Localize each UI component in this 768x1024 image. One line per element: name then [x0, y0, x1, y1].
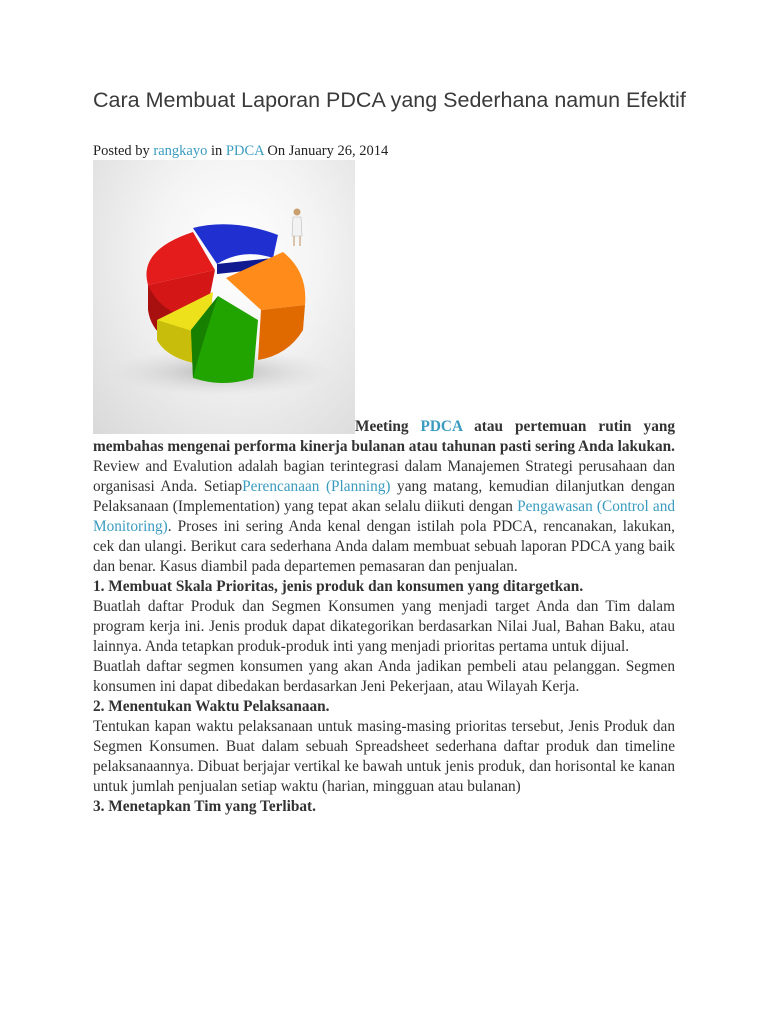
article-body	[93, 417, 675, 817]
section1-paragraph-2: Buatlah daftar segmen konsumen yang akan Anda jadikan pembeli atau pelanggan. Segmen konsumen ini dapat dibedakan berdasarkan Jeni Pekerjaan, atau Wilayah Kerja.	[93, 658, 675, 695]
post-meta	[93, 143, 388, 160]
posted-by-label: Posted by	[93, 143, 150, 159]
in-label: in	[211, 143, 223, 159]
author-link[interactable]: rangkayo	[153, 143, 208, 159]
section2-heading: 2. Menentukan Waktu Pelaksanaan.	[93, 698, 330, 715]
category-link[interactable]: PDCA	[225, 143, 264, 159]
section2-paragraph-1: Tentukan kapan waktu pelaksanaan untuk masing-masing prioritas tersebut, Jenis Produk dan Segmen Konsumen. Buat dalam sebuah Spreadsheet sederhana daftar produk dan timeline pelaksanaannya. Dibuat berjajar vertikal ke bawah untuk jenis produk, dan horisontal ke kanan untuk jumlah penjualan setiap waktu (harian, mingguan atau bulanan)	[93, 718, 675, 795]
section1-heading: 1. Membuat Skala Prioritas, jenis produk dan konsumen yang ditargetkan.	[93, 578, 584, 595]
person-figure-icon	[292, 209, 302, 247]
intro-text-c: . Proses ini sering Anda kenal dengan istilah pola PDCA, rencanakan, lakukan, cek dan ulangi. Berikut cara sederhana Anda dalam membuat sebuah laporan PDCA yang baik dan benar. Kasus diambil pada departemen pemasaran dan penjualan.	[93, 518, 675, 575]
article-title: Cara Membuat Laporan PDCA yang Sederhana namun Efektif	[93, 88, 686, 112]
control-monitoring-link[interactable]: Pengawasan (Control and Monitoring)	[93, 498, 675, 535]
intro-bold-start: Meeting	[355, 418, 421, 435]
pdca-pie-chart-image	[93, 160, 355, 434]
planning-link[interactable]: Perencanaan (Planning)	[242, 478, 391, 495]
section3-heading: 3. Menetapkan Tim yang Terlibat.	[93, 798, 316, 815]
intro-text-a: Review and Evalution adalah bagian terintegrasi dalam Manajemen Strategi perusahaan dan organisasi Anda. Setiap	[93, 458, 675, 495]
pdca-link[interactable]: PDCA	[420, 418, 463, 435]
post-date: On January 26, 2014	[267, 143, 389, 159]
intro-bold-end: atau pertemuan rutin yang membahas mengenai performa kinerja bulanan atau tahunan pasti sering Anda lakukan.	[93, 418, 676, 455]
section1-paragraph-1: Buatlah daftar Produk dan Segmen Konsumen yang menjadi target Anda dan Tim dalam program kerja ini. Jenis produk dapat dikategorikan berdasarkan Nilai Jual, Bahan Baku, atau lainnya. Anda tetapkan produk-produk inti yang menjadi prioritas pertama untuk dijual.	[93, 598, 675, 655]
pie-illustration	[93, 160, 355, 434]
intro-paragraph	[93, 417, 675, 577]
intro-text-b: yang matang, kemudian dilanjutkan dengan Pelaksanaan (Implementation) yang tepat akan selalu diikuti dengan	[93, 478, 676, 515]
